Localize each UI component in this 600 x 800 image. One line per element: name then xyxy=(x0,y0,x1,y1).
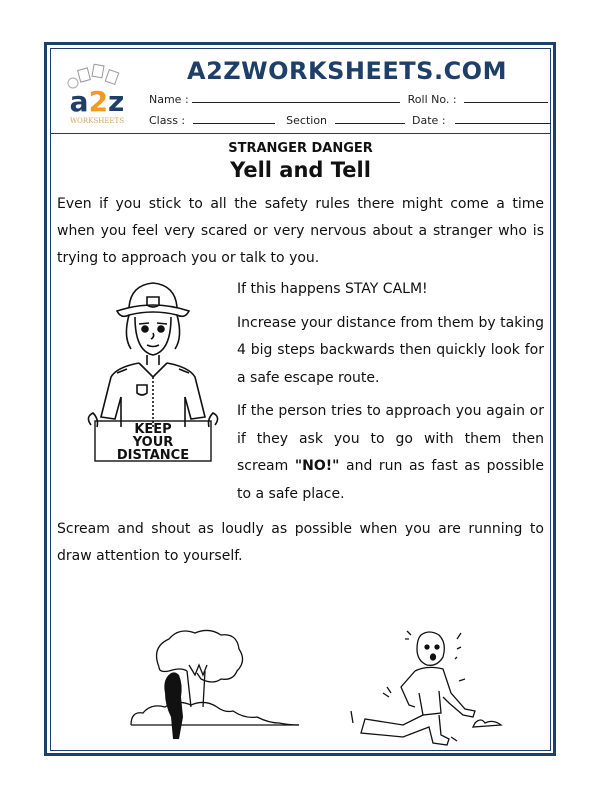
name-field[interactable] xyxy=(192,92,400,103)
class-label: Class : xyxy=(149,114,186,127)
tree-stranger-illustration xyxy=(129,627,329,739)
class-field[interactable] xyxy=(193,113,275,124)
site-title: A2ZWORKSHEETS.COM xyxy=(187,57,507,85)
roll-field[interactable] xyxy=(464,92,548,103)
approach-text xyxy=(237,398,544,508)
date-field[interactable] xyxy=(455,113,551,124)
name-label: Name : xyxy=(149,93,189,106)
approach-text-end: and run as fast as possible to a safe place. xyxy=(237,458,544,502)
roll-label: Roll No. : xyxy=(407,93,457,106)
section-field[interactable] xyxy=(335,113,405,124)
section-label: Section xyxy=(286,114,328,127)
name-roll-row xyxy=(149,92,548,106)
intro-paragraph: Even if you stick to all the safety rules there might come a time when you feel very scared or very nervous about a stranger who is trying to approach you or talk to you. xyxy=(57,196,544,266)
svg-text:DISTANCE: DISTANCE xyxy=(116,448,190,463)
approach-text-start: If the person tries to approach you again or if they ask you to go with them then scream xyxy=(237,403,544,474)
worksheet-title: Yell and Tell xyxy=(230,158,371,182)
svg-text:WORKSHEETS: WORKSHEETS xyxy=(69,117,125,125)
no-emphasis: "NO!" xyxy=(294,458,340,474)
worksheet-header xyxy=(51,49,550,134)
date-label: Date : xyxy=(412,114,446,127)
distance-text: Increase your distance from them by taking 4 big steps backwards then quickly look for a safe escape route. xyxy=(237,314,544,386)
svg-text:YOUR: YOUR xyxy=(132,435,174,450)
officer-keep-distance-illustration xyxy=(73,277,233,463)
running-boy-illustration xyxy=(323,627,519,747)
worksheet-frame xyxy=(50,48,551,751)
topic-heading: STRANGER DANGER xyxy=(228,141,373,156)
svg-text:a2z: a2z xyxy=(69,85,125,118)
instructions-column xyxy=(237,276,544,508)
a2z-logo-icon xyxy=(57,63,137,129)
class-section-date-row xyxy=(149,113,551,127)
stay-calm-text: If this happens STAY CALM! xyxy=(237,281,428,297)
scream-paragraph: Scream and shout as loudly as possible when you are running to draw attention to yourself. xyxy=(57,521,544,564)
page-border xyxy=(44,42,556,756)
svg-text:KEEP: KEEP xyxy=(134,422,172,437)
